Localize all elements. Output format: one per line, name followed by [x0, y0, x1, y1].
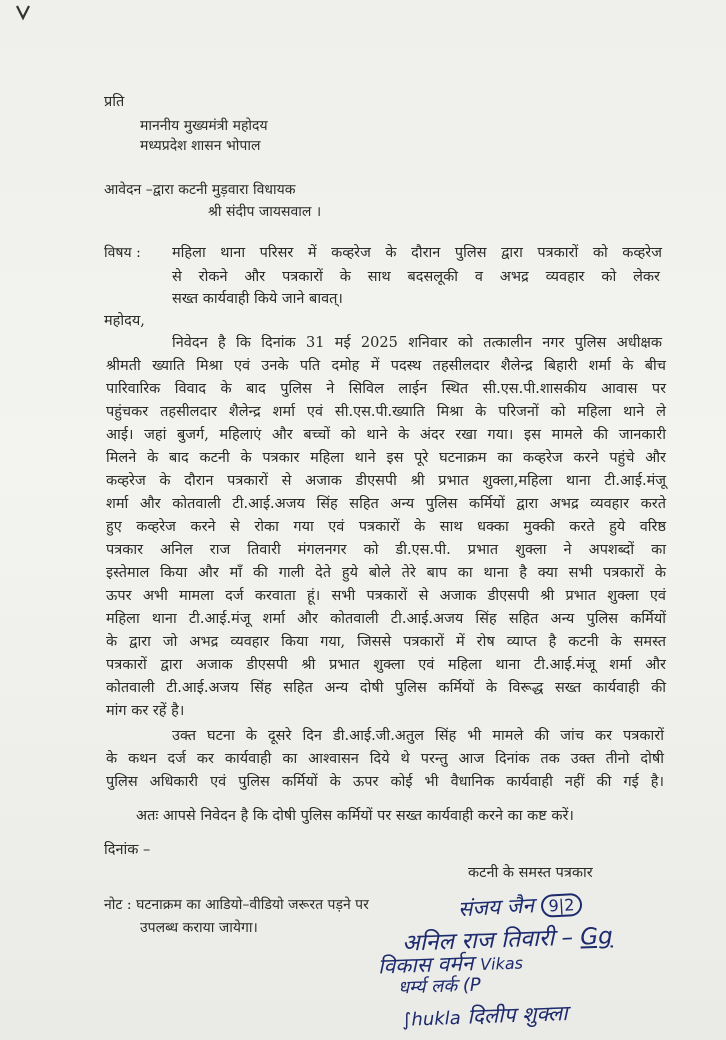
- para2-text: उक्त घटना के दूसरे दिन डी.आई.जी.अतुल सिंह भी मामले की जांच कर पत्रकारों: [172, 728, 664, 744]
- para2-line: [106, 749, 664, 769]
- signature-5-scribble: ∫hukla: [401, 1007, 462, 1031]
- para1-text: पारिवारिक विवाद के बाद पुलिस ने सिविल लाईन स्थित सी.एस.पी.शासकीय आवास पर: [106, 381, 666, 397]
- para1-text: शर्मा और कोतवाली टी.आई.अजय सिंह सहित अन्य पुलिस कर्मियों द्वारा अभद्र व्यवहार करते: [106, 496, 666, 512]
- signature-1-text: संजय जैन: [457, 893, 535, 922]
- para1-line: [106, 540, 666, 560]
- subject-label: विषय :: [104, 245, 141, 261]
- subject-text-2: से रोकने और पत्रकारों के साथ बदसलूकी व अभद्र व्यवहार को लेकर: [172, 269, 660, 285]
- para1-line: [106, 517, 666, 537]
- para1-line: [106, 494, 666, 514]
- para1-text: पत्रकारों द्वारा अजाक डीएसपी श्री प्रभात शुक्ला एवं महिला थाना टी.आई.मंजू शर्मा और: [106, 657, 666, 673]
- para1-line: [106, 448, 666, 468]
- para1-text: आई। जहां बुजर्ग, महिलाएं और बच्चों को थाने के अंदर रखा गया। इस मामले की जानकारी: [106, 427, 666, 443]
- para1-text: ऊपर अभी मामला दर्ज करवाता हूं। सभी पत्रकारों से अजाक डीएसपी श्री प्रभात शुक्ला एवं: [106, 588, 666, 604]
- para1-text: मिलने के बाद कटनी के पत्रकार महिला थाने इस पूरे घटनाक्रम का कव्हरेज करने पहुंचे और: [106, 450, 666, 466]
- signature-5-text: दिलीप शुक्ला: [466, 1001, 568, 1029]
- para1-line: [106, 609, 666, 629]
- signature-2-text: अनिल राज तिवारी: [401, 925, 555, 957]
- sign-block-title: कटनी के समस्त पत्रकार: [468, 865, 593, 881]
- signature-1: [457, 889, 583, 923]
- signature-4-text: धर्म्य लर्क: [397, 975, 458, 999]
- salutation: महोदय,: [104, 313, 145, 329]
- para1-text: के द्वारा जो अभद्र व्यवहार किया गया, जिससे पत्रकारों में रोष व्याप्त है कटनी के समस्त: [106, 634, 666, 650]
- application-line-1: आवेदन –द्वारा कटनी मुड़वारा विधायक: [104, 182, 296, 198]
- para1-line: [106, 678, 666, 698]
- request-line: अतः आपसे निवेदन है कि दोषी पुलिस कर्मियों पर सख्त कार्यवाही करने का कष्ट करें।: [136, 808, 574, 824]
- para2-text: के कथन दर्ज कर कार्यवाही का आश्वासन दिये थे परन्तु आज दिनांक तक उक्त तीनो दोषी: [106, 751, 664, 767]
- addressee-line-2: मध्यप्रदेश शासन भोपाल: [140, 138, 261, 154]
- application-line-2: श्री संदीप जायसवाल ।: [208, 204, 322, 220]
- para1-line: [106, 632, 666, 652]
- para1-line-last: मांग कर रहें है।: [106, 703, 185, 719]
- para1-line: [106, 402, 666, 422]
- note-line-1: नोट : घटनाक्रम का आडियो–वीडियो जरूरत पड़ने पर: [104, 897, 369, 913]
- para1-text: हुए कव्हरेज करने से रोका गया एवं पत्रकारों के साथ धक्का मुक्की करते हुये वरिष्ठ: [106, 519, 666, 535]
- para1-line: [106, 586, 666, 606]
- para1-line: [106, 655, 666, 675]
- signature-3-text: विकास वर्मन: [377, 951, 474, 979]
- subject-text-1: महिला थाना परिसर में कव्हरेज के दौरान पुलिस द्वारा पत्रकारों को कव्हरेज: [172, 245, 662, 261]
- date-label: दिनांक –: [104, 842, 151, 858]
- signature-5: [402, 999, 569, 1033]
- para1-text: इस्तेमाल किया और माँ की गाली देते हुये बोले तेरे बाप का थाना है क्या सभी पत्रकारों के: [106, 565, 666, 581]
- signature-2-scribble: – Gg: [561, 923, 614, 952]
- para1-line: [106, 356, 666, 376]
- para1-text: कव्हरेज के दौरान पत्रकारों से अजाक डीएसपी श्री प्रभात शुक्ला,महिला थाना टी.आई.मंजू: [106, 473, 666, 489]
- para1-text: महिला थाना टी.आई.मंजू शर्मा और कोतवाली टी.आई.अजय सिंह सहित अन्य पुलिस कर्मियों: [106, 611, 666, 627]
- para2-line: [106, 772, 664, 792]
- note-line-2: उपलब्ध कराया जायेगा।: [140, 920, 258, 936]
- subject-line-3: सख्त कार्यवाही किये जाने बावत्।: [172, 291, 343, 307]
- para2-line: [172, 726, 664, 746]
- para2-text: पुलिस अधिकारी एवं पुलिस कर्मियों के ऊपर कोई भी वैधानिक कार्यवाही नहीं की गई है।: [106, 774, 664, 790]
- prati-label: प्रति: [104, 94, 125, 110]
- para1-text: पत्रकार अनिल राज तिवारी मंगलनगर को डी.एस.पी. प्रभात शुक्ला ने अपशब्दों का: [106, 542, 666, 558]
- para1-line: [106, 379, 666, 399]
- signature-4: [398, 973, 482, 1000]
- subject-line-1: [172, 243, 662, 263]
- para1-text: कोतवाली टी.आई.अजय सिंह सहित अन्य दोषी पुलिस कर्मियों के विरूद्ध सख्त कार्यवाही की: [106, 680, 666, 696]
- addressee-line-1: माननीय मुख्यमंत्री महोदय: [140, 118, 268, 134]
- para1-text: निवेदन है कि दिनांक 31 मई 2025 शनिवार को तत्कालीन नगर पुलिस अधीक्षक: [172, 335, 662, 351]
- para1-line: [106, 471, 666, 491]
- signature-1-scribble: 9|2: [540, 893, 583, 918]
- para1-line: [106, 425, 666, 445]
- subject-line-2: [172, 267, 660, 287]
- corner-staple-mark: [14, 4, 32, 24]
- para1-line: [172, 333, 662, 353]
- signature-4-scribble: (P: [462, 974, 482, 997]
- para1-text: पहुंचकर तहसीलदार शैलेन्द्र शर्मा एवं सी.एस.पी.ख्याति मिश्रा के परिजनों को महिला थाने ले: [106, 404, 666, 420]
- signature-3-scribble: Vikas: [479, 953, 524, 974]
- para1-line: [106, 563, 666, 583]
- para1-text: श्रीमती ख्याति मिश्रा एवं उनके पति दमोह में पदस्थ तहसीलदार शैलेन्द्र बिहारी शर्मा के बीच: [106, 358, 666, 374]
